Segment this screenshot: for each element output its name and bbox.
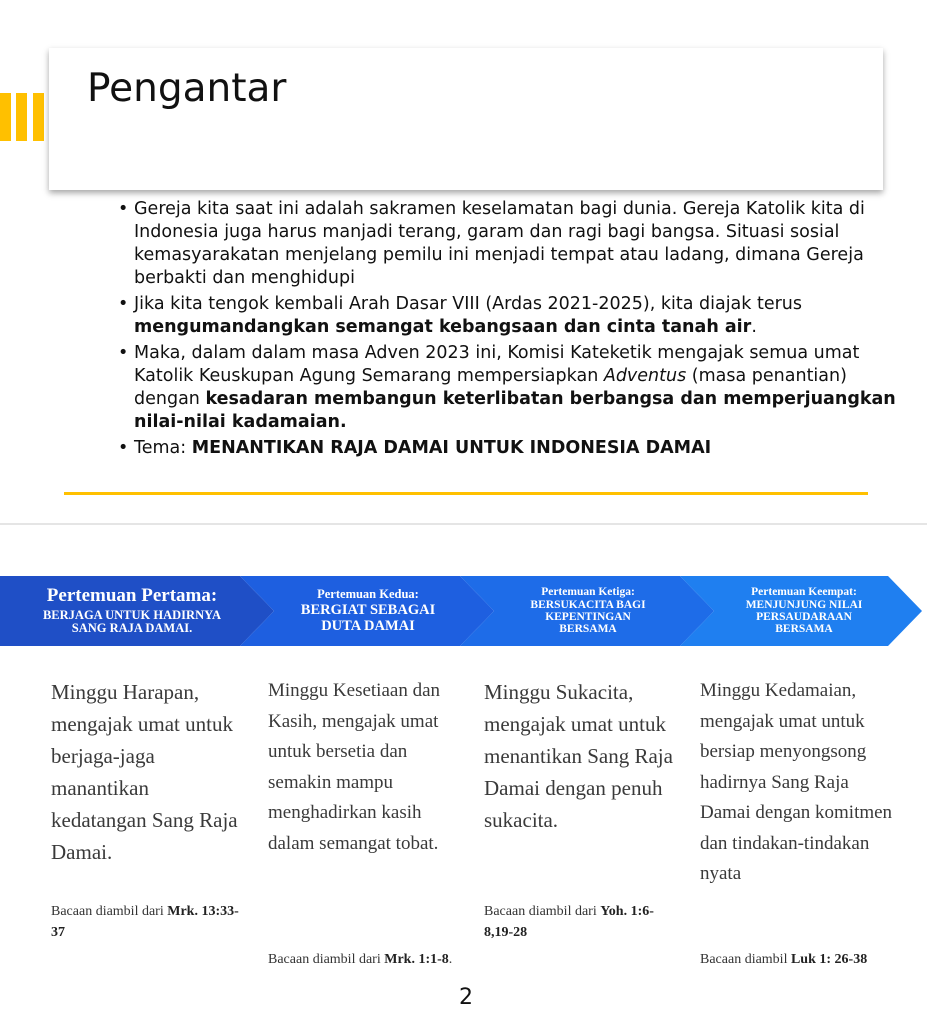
bullet-italic-text: Adventus xyxy=(603,366,687,386)
bullet-bold-text: kesadaran membangun keterlibatan berbangsa dan memperjuangkan nilai-nilai kadamaian. xyxy=(134,389,896,432)
meeting-heading: Pertemuan Kedua: xyxy=(317,586,419,601)
decorative-bar xyxy=(33,93,44,141)
meeting-subheading: SANG RAJA DAMAI. xyxy=(71,621,193,636)
intro-bullets xyxy=(118,198,918,463)
gray-divider xyxy=(0,523,927,525)
meeting-subheading: BERSUKACITA BAGI xyxy=(530,598,646,611)
meeting-chevron-bar xyxy=(0,576,927,646)
reading-ref: Yoh. 1:6-8,19-28 xyxy=(484,904,654,940)
bullet-item xyxy=(118,342,918,434)
chevron-2 xyxy=(268,576,468,646)
bullet-text: Gereja kita saat ini adalah sakramen keselamatan bagi dunia. Gereja Katolik kita di Indonesia juga harus manjadi terang, garam dan ragi bagi bangsa. Situasi sosial kemasyarakatan menjelang pemilu ini menjadi tempat atau ladang, dimana Gereja berbakti dan menghidupi xyxy=(134,199,865,288)
meeting-heading: Pertemuan Pertama: xyxy=(46,585,218,607)
decorative-bar xyxy=(16,93,27,141)
bullet-item xyxy=(118,198,918,290)
meeting-subheading: BERJAGA UNTUK HADIRNYA xyxy=(42,607,222,622)
chevron-1 xyxy=(8,576,256,646)
reading-prefix: Bacaan diambil xyxy=(700,952,791,967)
chevron-3 xyxy=(488,576,688,646)
meeting-column-2 xyxy=(268,676,458,967)
yellow-divider xyxy=(64,492,868,495)
meeting-reading xyxy=(700,949,870,970)
reading-ref: Luk 1: 26-38 xyxy=(790,952,868,967)
decorative-bar xyxy=(0,93,11,141)
meeting-reading xyxy=(51,901,241,943)
meeting-description: Minggu Kesetiaan dan Kasih, mengajak umat untuk bersetia dan semakin mampu menghadirkan kasih dalam semangat tobat. xyxy=(268,680,441,854)
meeting-heading: Pertemuan Keempat: xyxy=(751,586,857,599)
bullet-text: (masa penantian) dengan xyxy=(134,366,847,409)
page-number: 2 xyxy=(459,985,473,1010)
meeting-subheading: BERSAMA xyxy=(559,623,617,636)
reading-prefix: Bacaan diambil dari xyxy=(51,904,168,919)
reading-ref: Mrk. 13:33-37 xyxy=(51,904,239,940)
bullet-text: Jika kita tengok kembali Arah Dasar VIII (Ardas 2021-2025), kita diajak terus xyxy=(134,294,803,314)
meeting-column-3 xyxy=(484,676,674,940)
meeting-column-1 xyxy=(51,676,241,940)
reading-ref: Mrk. 1:1-8 xyxy=(384,952,449,967)
page-title: Pengantar xyxy=(87,66,287,111)
meeting-subheading: MENJUNJUNG NILAI xyxy=(745,598,863,611)
meeting-reading xyxy=(484,901,674,943)
reading-prefix: Bacaan diambil dari xyxy=(484,904,601,919)
meeting-subheading: BERGIAT SEBAGAI xyxy=(300,602,436,619)
reading-suffix: . xyxy=(448,952,453,967)
bullet-item xyxy=(118,437,918,460)
bullet-bold-text: MENANTIKAN RAJA DAMAI UNTUK INDONESIA DAMAI xyxy=(191,438,712,458)
bullet-text: Maka, dalam dalam masa Adven 2023 ini, Komisi Kateketik mengajak semua umat Katolik Keuskupan Agung Semarang mempersiapkan xyxy=(134,343,860,386)
chevron-4 xyxy=(706,576,902,646)
bullet-item xyxy=(118,293,918,339)
meeting-description: Minggu Sukacita, mengajak umat untuk menantikan Sang Raja Damai dengan penuh sukacita. xyxy=(484,680,673,832)
bullet-text: . xyxy=(751,317,757,337)
reading-prefix: Bacaan diambil dari xyxy=(268,952,385,967)
meeting-description: Minggu Kedamaian, mengajak umat untuk bersiap menyongsong hadirnya Sang Raja Damai dengan komitmen dan tindakan-tindakan nyata xyxy=(700,680,893,884)
meeting-subheading: BERSAMA xyxy=(775,623,833,636)
meeting-column-4 xyxy=(700,676,900,967)
meeting-heading: Pertemuan Ketiga: xyxy=(541,586,635,599)
title-card xyxy=(49,48,883,190)
bullet-bold-text: mengumandangkan semangat kebangsaan dan cinta tanah air xyxy=(134,317,752,337)
bullet-text: Tema: xyxy=(134,438,192,458)
meeting-subheading: KEPENTINGAN xyxy=(545,611,631,623)
meeting-subheading: DUTA DAMAI xyxy=(321,617,415,634)
meeting-subheading: PERSAUDARAAN xyxy=(756,611,852,623)
meeting-reading xyxy=(268,949,458,970)
meeting-description: Minggu Harapan, mengajak umat untuk berjaga-jaga manantikan kedatangan Sang Raja Damai. xyxy=(51,680,238,864)
